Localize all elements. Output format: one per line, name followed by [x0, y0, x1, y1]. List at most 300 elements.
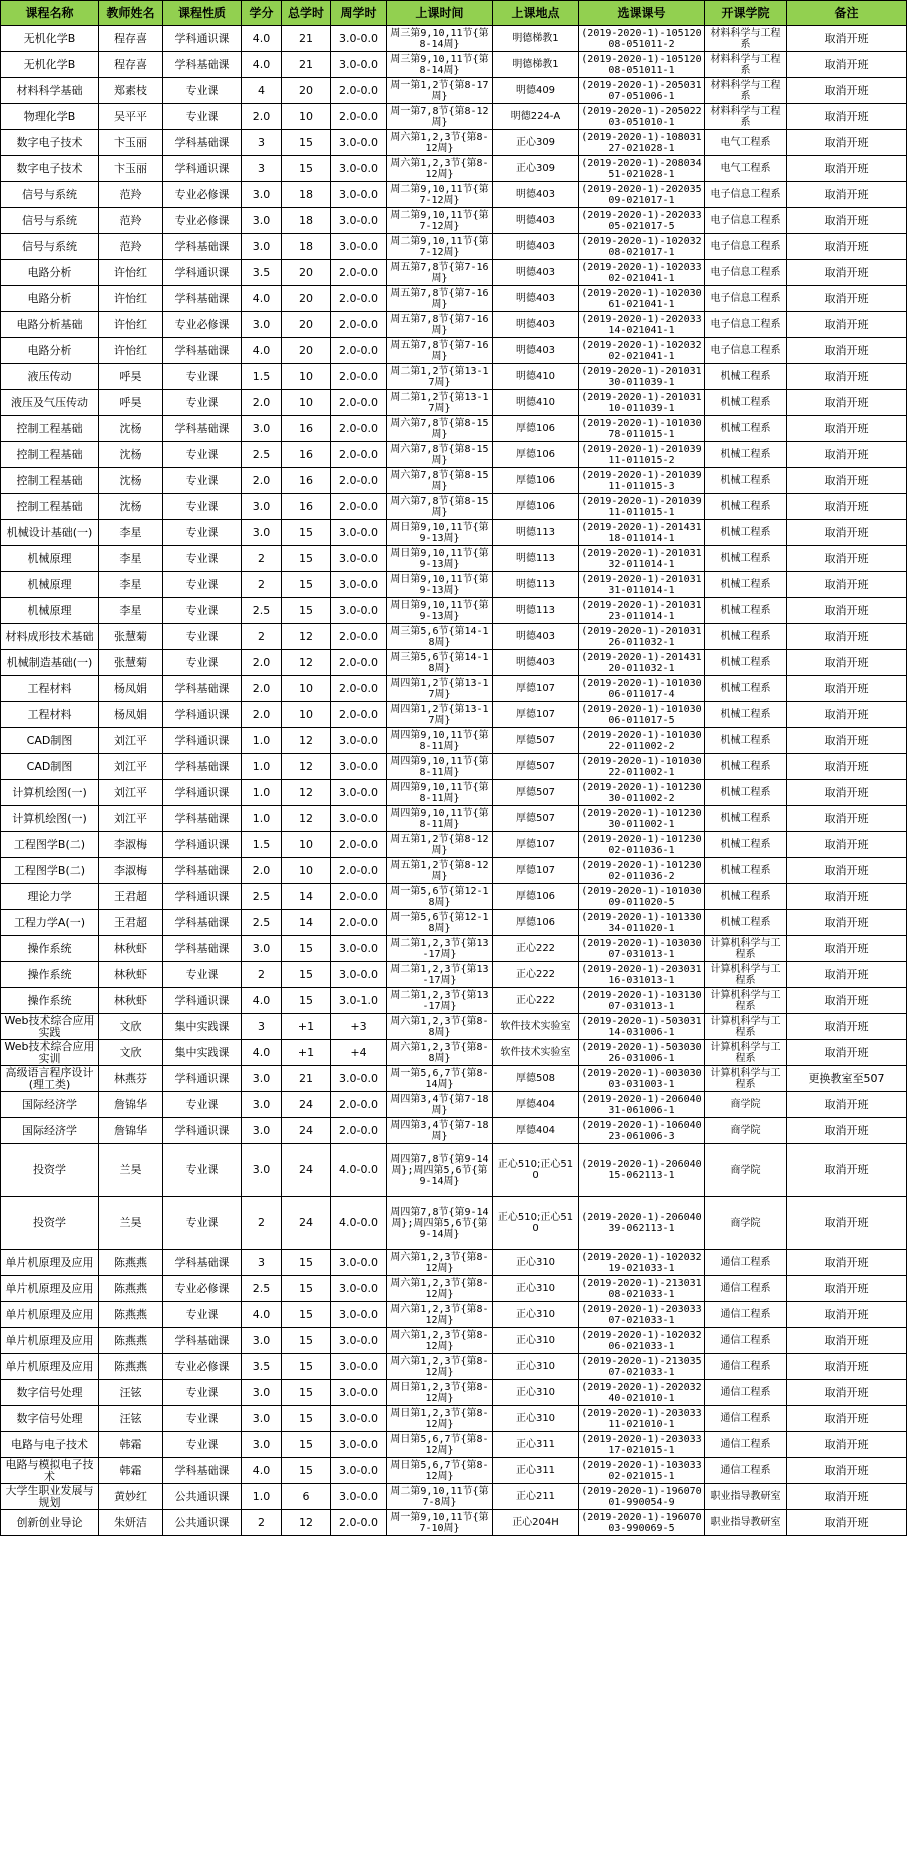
location-cell: 明德403	[493, 312, 579, 338]
table-row	[1, 832, 907, 858]
college-cell: 机械工程系	[705, 884, 787, 910]
location-cell: 明德403	[493, 624, 579, 650]
course-type-cell: 学科通识课	[163, 26, 242, 52]
weekly-hours-cell: 3.0-0.0	[331, 572, 387, 598]
credit-cell: 2.5	[242, 884, 282, 910]
remark-cell: 取消开班	[787, 130, 907, 156]
course-code-cell: (2019-2020-1)-10203206-021033-1	[579, 1328, 705, 1354]
course-type-cell: 学科通识课	[163, 832, 242, 858]
location-cell: 软件技术实验室	[493, 1014, 579, 1040]
course-name-cell: 工程材料	[1, 702, 99, 728]
location-cell: 正心311	[493, 1432, 579, 1458]
header-credit: 学分	[242, 1, 282, 26]
total-hours-cell: 15	[282, 520, 331, 546]
course-name-cell: 物理化学B	[1, 104, 99, 130]
credit-cell: 1.0	[242, 728, 282, 754]
weekly-hours-cell: 3.0-0.0	[331, 1484, 387, 1510]
credit-cell: 2.0	[242, 390, 282, 416]
remark-cell: 取消开班	[787, 286, 907, 312]
header-total-hours: 总学时	[282, 1, 331, 26]
college-cell: 机械工程系	[705, 780, 787, 806]
table-row	[1, 338, 907, 364]
remark-cell: 取消开班	[787, 1302, 907, 1328]
location-cell: 正心310	[493, 1276, 579, 1302]
table-row	[1, 884, 907, 910]
course-type-cell: 学科基础课	[163, 858, 242, 884]
college-cell: 机械工程系	[705, 624, 787, 650]
teacher-cell: 林秋虾	[99, 962, 163, 988]
course-code-cell: (2019-2020-1)-20303116-031013-1	[579, 962, 705, 988]
remark-cell: 取消开班	[787, 884, 907, 910]
table-row	[1, 390, 907, 416]
header-location: 上课地点	[493, 1, 579, 26]
college-cell: 材料科学与工程系	[705, 104, 787, 130]
college-cell: 电子信息工程系	[705, 286, 787, 312]
teacher-cell: 程存喜	[99, 26, 163, 52]
credit-cell: 2.0	[242, 468, 282, 494]
location-cell: 明德410	[493, 390, 579, 416]
course-type-cell: 学科基础课	[163, 910, 242, 936]
course-type-cell: 专业课	[163, 546, 242, 572]
teacher-cell: 沈杨	[99, 468, 163, 494]
teacher-cell: 陈燕燕	[99, 1250, 163, 1276]
total-hours-cell: 15	[282, 1250, 331, 1276]
table-row	[1, 182, 907, 208]
remark-cell: 取消开班	[787, 104, 907, 130]
table-row	[1, 1406, 907, 1432]
course-type-cell: 学科通识课	[163, 702, 242, 728]
course-code-cell: (2019-2020-1)-19607003-990069-5	[579, 1510, 705, 1536]
credit-cell: 3	[242, 156, 282, 182]
teacher-cell: 汪铉	[99, 1380, 163, 1406]
course-type-cell: 专业课	[163, 468, 242, 494]
course-code-cell: (2019-2020-1)-20502203-051010-1	[579, 104, 705, 130]
course-name-cell: CAD制图	[1, 754, 99, 780]
weekly-hours-cell: 3.0-0.0	[331, 1066, 387, 1092]
course-type-cell: 专业课	[163, 1406, 242, 1432]
remark-cell: 取消开班	[787, 494, 907, 520]
class-time-cell: 周六第1,2,3节{第8-12周}	[387, 130, 493, 156]
course-name-cell: Web技术综合应用实训	[1, 1040, 99, 1066]
course-type-cell: 学科基础课	[163, 806, 242, 832]
teacher-cell: 卞玉丽	[99, 130, 163, 156]
remark-cell: 取消开班	[787, 1197, 907, 1250]
credit-cell: 1.5	[242, 832, 282, 858]
class-time-cell: 周日第1,2,3节{第8-12周}	[387, 1380, 493, 1406]
teacher-cell: 范羚	[99, 182, 163, 208]
teacher-cell: 郑素枝	[99, 78, 163, 104]
course-code-cell: (2019-2020-1)-10103022-011002-2	[579, 728, 705, 754]
location-cell: 明德403	[493, 182, 579, 208]
course-name-cell: 工程图学B(二)	[1, 858, 99, 884]
remark-cell: 取消开班	[787, 1458, 907, 1484]
location-cell: 厚德106	[493, 442, 579, 468]
location-cell: 厚德507	[493, 806, 579, 832]
credit-cell: 4.0	[242, 1040, 282, 1066]
remark-cell: 取消开班	[787, 1014, 907, 1040]
course-name-cell: 液压及气压传动	[1, 390, 99, 416]
credit-cell: 2.0	[242, 702, 282, 728]
class-time-cell: 周四第7,8节{第9-14周};周四第5,6节{第9-14周}	[387, 1144, 493, 1197]
college-cell: 机械工程系	[705, 520, 787, 546]
course-code-cell: (2019-2020-1)-20143120-011032-1	[579, 650, 705, 676]
course-code-cell: (2019-2020-1)-20303317-021015-1	[579, 1432, 705, 1458]
college-cell: 通信工程系	[705, 1302, 787, 1328]
teacher-cell: 刘江平	[99, 780, 163, 806]
credit-cell: 3.0	[242, 1092, 282, 1118]
course-type-cell: 专业课	[163, 1432, 242, 1458]
table-row	[1, 1092, 907, 1118]
class-time-cell: 周一第5,6,7节{第8-14周}	[387, 1066, 493, 1092]
course-code-cell: (2019-2020-1)-20303311-021010-1	[579, 1406, 705, 1432]
total-hours-cell: 15	[282, 1276, 331, 1302]
college-cell: 职业指导教研室	[705, 1484, 787, 1510]
class-time-cell: 周二第9,10,11节{第7-12周}	[387, 208, 493, 234]
college-cell: 电子信息工程系	[705, 338, 787, 364]
remark-cell: 取消开班	[787, 364, 907, 390]
teacher-cell: 李淑梅	[99, 858, 163, 884]
table-row	[1, 364, 907, 390]
class-time-cell: 周一第9,10,11节{第7-10周}	[387, 1510, 493, 1536]
weekly-hours-cell: +4	[331, 1040, 387, 1066]
total-hours-cell: 14	[282, 884, 331, 910]
course-name-cell: 数字信号处理	[1, 1406, 99, 1432]
remark-cell: 取消开班	[787, 26, 907, 52]
credit-cell: 3.5	[242, 260, 282, 286]
course-code-cell: (2019-2020-1)-20103911-011015-2	[579, 442, 705, 468]
teacher-cell: 林燕芬	[99, 1066, 163, 1092]
credit-cell: 2	[242, 962, 282, 988]
course-code-cell: (2019-2020-1)-50303026-031006-1	[579, 1040, 705, 1066]
college-cell: 商学院	[705, 1197, 787, 1250]
course-code-cell: (2019-2020-1)-20303307-021033-1	[579, 1302, 705, 1328]
location-cell: 正心222	[493, 962, 579, 988]
teacher-cell: 卞玉丽	[99, 156, 163, 182]
course-name-cell: CAD制图	[1, 728, 99, 754]
course-type-cell: 专业课	[163, 1092, 242, 1118]
total-hours-cell: +1	[282, 1040, 331, 1066]
credit-cell: 3.0	[242, 1144, 282, 1197]
course-type-cell: 学科基础课	[163, 676, 242, 702]
course-name-cell: 材料科学基础	[1, 78, 99, 104]
remark-cell: 取消开班	[787, 1354, 907, 1380]
college-cell: 机械工程系	[705, 468, 787, 494]
table-row	[1, 546, 907, 572]
location-cell: 正心311	[493, 1458, 579, 1484]
class-time-cell: 周二第1,2节{第13-17周}	[387, 364, 493, 390]
class-time-cell: 周二第1,2,3节{第13-17周}	[387, 962, 493, 988]
teacher-cell: 李淑梅	[99, 832, 163, 858]
location-cell: 明德410	[493, 364, 579, 390]
remark-cell: 取消开班	[787, 1040, 907, 1066]
table-row	[1, 494, 907, 520]
class-time-cell: 周五第7,8节{第7-16周}	[387, 338, 493, 364]
course-type-cell: 专业课	[163, 1197, 242, 1250]
class-time-cell: 周五第7,8节{第7-16周}	[387, 286, 493, 312]
location-cell: 厚德107	[493, 832, 579, 858]
location-cell: 厚德106	[493, 494, 579, 520]
class-time-cell: 周日第9,10,11节{第9-13周}	[387, 598, 493, 624]
course-code-cell: (2019-2020-1)-10303302-021015-1	[579, 1458, 705, 1484]
total-hours-cell: 15	[282, 936, 331, 962]
location-cell: 正心204H	[493, 1510, 579, 1536]
course-type-cell: 学科通识课	[163, 988, 242, 1014]
total-hours-cell: 15	[282, 546, 331, 572]
course-code-cell: (2019-2020-1)-20103911-011015-3	[579, 468, 705, 494]
remark-cell: 取消开班	[787, 1432, 907, 1458]
course-name-cell: 理论力学	[1, 884, 99, 910]
remark-cell: 取消开班	[787, 806, 907, 832]
credit-cell: 3.0	[242, 1432, 282, 1458]
credit-cell: 4	[242, 78, 282, 104]
credit-cell: 1.0	[242, 806, 282, 832]
class-time-cell: 周二第1,2节{第13-17周}	[387, 390, 493, 416]
total-hours-cell: 15	[282, 1302, 331, 1328]
college-cell: 电子信息工程系	[705, 182, 787, 208]
credit-cell: 2.0	[242, 650, 282, 676]
course-name-cell: 大学生职业发展与规划	[1, 1484, 99, 1510]
course-name-cell: 高级语言程序设计(理工类)	[1, 1066, 99, 1092]
header-course-name: 课程名称	[1, 1, 99, 26]
table-row	[1, 468, 907, 494]
location-cell: 明德403	[493, 260, 579, 286]
credit-cell: 1.0	[242, 780, 282, 806]
course-name-cell: 机械原理	[1, 546, 99, 572]
college-cell: 商学院	[705, 1144, 787, 1197]
weekly-hours-cell: 2.0-0.0	[331, 312, 387, 338]
remark-cell: 取消开班	[787, 1092, 907, 1118]
location-cell: 明德403	[493, 286, 579, 312]
remark-cell: 取消开班	[787, 312, 907, 338]
course-name-cell: 单片机原理及应用	[1, 1250, 99, 1276]
weekly-hours-cell: 3.0-0.0	[331, 754, 387, 780]
credit-cell: 1.5	[242, 364, 282, 390]
remark-cell: 取消开班	[787, 988, 907, 1014]
class-time-cell: 周五第7,8节{第7-16周}	[387, 260, 493, 286]
course-type-cell: 学科基础课	[163, 1458, 242, 1484]
remark-cell: 取消开班	[787, 78, 907, 104]
teacher-cell: 许怡红	[99, 338, 163, 364]
class-time-cell: 周四第9,10,11节{第8-11周}	[387, 728, 493, 754]
credit-cell: 3.0	[242, 1406, 282, 1432]
class-time-cell: 周四第7,8节{第9-14周};周四第5,6节{第9-14周}	[387, 1197, 493, 1250]
course-code-cell: (2019-2020-1)-20103110-011039-1	[579, 390, 705, 416]
weekly-hours-cell: 3.0-0.0	[331, 728, 387, 754]
course-code-cell: (2019-2020-1)-00303003-031003-1	[579, 1066, 705, 1092]
table-row	[1, 676, 907, 702]
total-hours-cell: 6	[282, 1484, 331, 1510]
weekly-hours-cell: 2.0-0.0	[331, 1092, 387, 1118]
location-cell: 明德403	[493, 208, 579, 234]
course-name-cell: 投资学	[1, 1144, 99, 1197]
course-code-cell: (2019-2020-1)-10103022-011002-1	[579, 754, 705, 780]
course-type-cell: 专业课	[163, 78, 242, 104]
remark-cell: 取消开班	[787, 780, 907, 806]
class-time-cell: 周四第1,2节{第13-17周}	[387, 702, 493, 728]
table-row	[1, 624, 907, 650]
header-college: 开课学院	[705, 1, 787, 26]
location-cell: 正心211	[493, 1484, 579, 1510]
class-time-cell: 周六第7,8节{第8-15周}	[387, 416, 493, 442]
course-code-cell: (2019-2020-1)-20103131-011014-1	[579, 572, 705, 598]
location-cell: 厚德106	[493, 468, 579, 494]
teacher-cell: 李星	[99, 520, 163, 546]
table-row	[1, 26, 907, 52]
course-code-cell: (2019-2020-1)-20203240-021010-1	[579, 1380, 705, 1406]
weekly-hours-cell: 3.0-0.0	[331, 234, 387, 260]
course-name-cell: 电路分析	[1, 260, 99, 286]
weekly-hours-cell: 2.0-0.0	[331, 78, 387, 104]
total-hours-cell: 10	[282, 676, 331, 702]
total-hours-cell: 10	[282, 364, 331, 390]
college-cell: 通信工程系	[705, 1250, 787, 1276]
college-cell: 电气工程系	[705, 130, 787, 156]
weekly-hours-cell: 3.0-0.0	[331, 962, 387, 988]
remark-cell: 取消开班	[787, 182, 907, 208]
total-hours-cell: 24	[282, 1118, 331, 1144]
course-name-cell: 操作系统	[1, 988, 99, 1014]
teacher-cell: 呼昊	[99, 364, 163, 390]
teacher-cell: 林秋虾	[99, 988, 163, 1014]
course-code-cell: (2019-2020-1)-20103911-011015-1	[579, 494, 705, 520]
course-code-cell: (2019-2020-1)-20103132-011014-1	[579, 546, 705, 572]
course-type-cell: 公共通识课	[163, 1510, 242, 1536]
weekly-hours-cell: 3.0-0.0	[331, 156, 387, 182]
course-name-cell: 单片机原理及应用	[1, 1276, 99, 1302]
course-code-cell: (2019-2020-1)-20143118-011014-1	[579, 520, 705, 546]
class-time-cell: 周六第1,2,3节{第8-8周}	[387, 1040, 493, 1066]
table-row	[1, 702, 907, 728]
total-hours-cell: 15	[282, 572, 331, 598]
total-hours-cell: 15	[282, 1328, 331, 1354]
course-name-cell: 计算机绘图(一)	[1, 780, 99, 806]
total-hours-cell: 10	[282, 390, 331, 416]
class-time-cell: 周四第9,10,11节{第8-11周}	[387, 754, 493, 780]
table-row	[1, 572, 907, 598]
teacher-cell: 林秋虾	[99, 936, 163, 962]
class-time-cell: 周日第9,10,11节{第9-13周}	[387, 572, 493, 598]
remark-cell: 取消开班	[787, 754, 907, 780]
credit-cell: 2.0	[242, 858, 282, 884]
college-cell: 通信工程系	[705, 1458, 787, 1484]
course-type-cell: 学科通识课	[163, 780, 242, 806]
course-type-cell: 学科通识课	[163, 1066, 242, 1092]
course-type-cell: 专业课	[163, 494, 242, 520]
class-time-cell: 周二第9,10,11节{第7-8周}	[387, 1484, 493, 1510]
remark-cell: 取消开班	[787, 468, 907, 494]
header-row	[1, 1, 907, 26]
class-time-cell: 周三第9,10,11节{第8-14周}	[387, 26, 493, 52]
table-row	[1, 260, 907, 286]
credit-cell: 4.0	[242, 286, 282, 312]
teacher-cell: 刘江平	[99, 754, 163, 780]
course-name-cell: 控制工程基础	[1, 416, 99, 442]
class-time-cell: 周二第9,10,11节{第7-12周}	[387, 182, 493, 208]
course-name-cell: 创新创业导论	[1, 1510, 99, 1536]
teacher-cell: 文欣	[99, 1040, 163, 1066]
total-hours-cell: 15	[282, 1406, 331, 1432]
table-row	[1, 1354, 907, 1380]
credit-cell: 2	[242, 1197, 282, 1250]
table-row	[1, 936, 907, 962]
credit-cell: 4.0	[242, 338, 282, 364]
college-cell: 机械工程系	[705, 858, 787, 884]
location-cell: 正心222	[493, 936, 579, 962]
course-code-cell: (2019-2020-1)-20803451-021028-1	[579, 156, 705, 182]
table-row	[1, 208, 907, 234]
course-code-cell: (2019-2020-1)-10123002-011036-2	[579, 858, 705, 884]
location-cell: 正心310	[493, 1406, 579, 1432]
college-cell: 通信工程系	[705, 1354, 787, 1380]
table-row	[1, 156, 907, 182]
credit-cell: 4.0	[242, 1458, 282, 1484]
credit-cell: 4.0	[242, 52, 282, 78]
course-code-cell: (2019-2020-1)-20503107-051006-1	[579, 78, 705, 104]
total-hours-cell: 12	[282, 650, 331, 676]
college-cell: 商学院	[705, 1092, 787, 1118]
course-type-cell: 专业课	[163, 1380, 242, 1406]
course-code-cell: (2019-2020-1)-21303507-021033-1	[579, 1354, 705, 1380]
class-time-cell: 周二第1,2,3节{第13-17周}	[387, 936, 493, 962]
remark-cell: 取消开班	[787, 442, 907, 468]
college-cell: 材料科学与工程系	[705, 52, 787, 78]
weekly-hours-cell: 4.0-0.0	[331, 1144, 387, 1197]
course-code-cell: (2019-2020-1)-10123002-011036-1	[579, 832, 705, 858]
credit-cell: 3	[242, 1014, 282, 1040]
total-hours-cell: 20	[282, 338, 331, 364]
table-row	[1, 598, 907, 624]
class-time-cell: 周日第5,6,7节{第8-12周}	[387, 1458, 493, 1484]
college-cell: 机械工程系	[705, 598, 787, 624]
course-type-cell: 专业课	[163, 650, 242, 676]
college-cell: 机械工程系	[705, 728, 787, 754]
credit-cell: 2.0	[242, 104, 282, 130]
remark-cell: 取消开班	[787, 910, 907, 936]
course-code-cell: (2019-2020-1)-10203219-021033-1	[579, 1250, 705, 1276]
college-cell: 职业指导教研室	[705, 1510, 787, 1536]
total-hours-cell: 15	[282, 1432, 331, 1458]
weekly-hours-cell: 2.0-0.0	[331, 702, 387, 728]
course-type-cell: 学科基础课	[163, 754, 242, 780]
course-type-cell: 专业课	[163, 598, 242, 624]
course-name-cell: 机械原理	[1, 598, 99, 624]
course-type-cell: 专业课	[163, 442, 242, 468]
teacher-cell: 呼昊	[99, 390, 163, 416]
credit-cell: 3.0	[242, 182, 282, 208]
course-code-cell: (2019-2020-1)-10203208-021017-1	[579, 234, 705, 260]
course-name-cell: 信号与系统	[1, 208, 99, 234]
header-class-time: 上课时间	[387, 1, 493, 26]
course-code-cell: (2019-2020-1)-20103123-011014-1	[579, 598, 705, 624]
college-cell: 机械工程系	[705, 416, 787, 442]
class-time-cell: 周一第7,8节{第8-12周}	[387, 104, 493, 130]
remark-cell: 取消开班	[787, 936, 907, 962]
course-name-cell: 操作系统	[1, 936, 99, 962]
course-type-cell: 专业课	[163, 1302, 242, 1328]
header-course-type: 课程性质	[163, 1, 242, 26]
location-cell: 正心510;正心510	[493, 1197, 579, 1250]
table-row	[1, 910, 907, 936]
course-code-cell: (2019-2020-1)-10512008-051011-1	[579, 52, 705, 78]
course-type-cell: 学科基础课	[163, 936, 242, 962]
total-hours-cell: 16	[282, 468, 331, 494]
college-cell: 电子信息工程系	[705, 260, 787, 286]
college-cell: 机械工程系	[705, 442, 787, 468]
teacher-cell: 黄妙红	[99, 1484, 163, 1510]
weekly-hours-cell: 3.0-0.0	[331, 520, 387, 546]
credit-cell: 3.0	[242, 234, 282, 260]
course-name-cell: 数字信号处理	[1, 1380, 99, 1406]
